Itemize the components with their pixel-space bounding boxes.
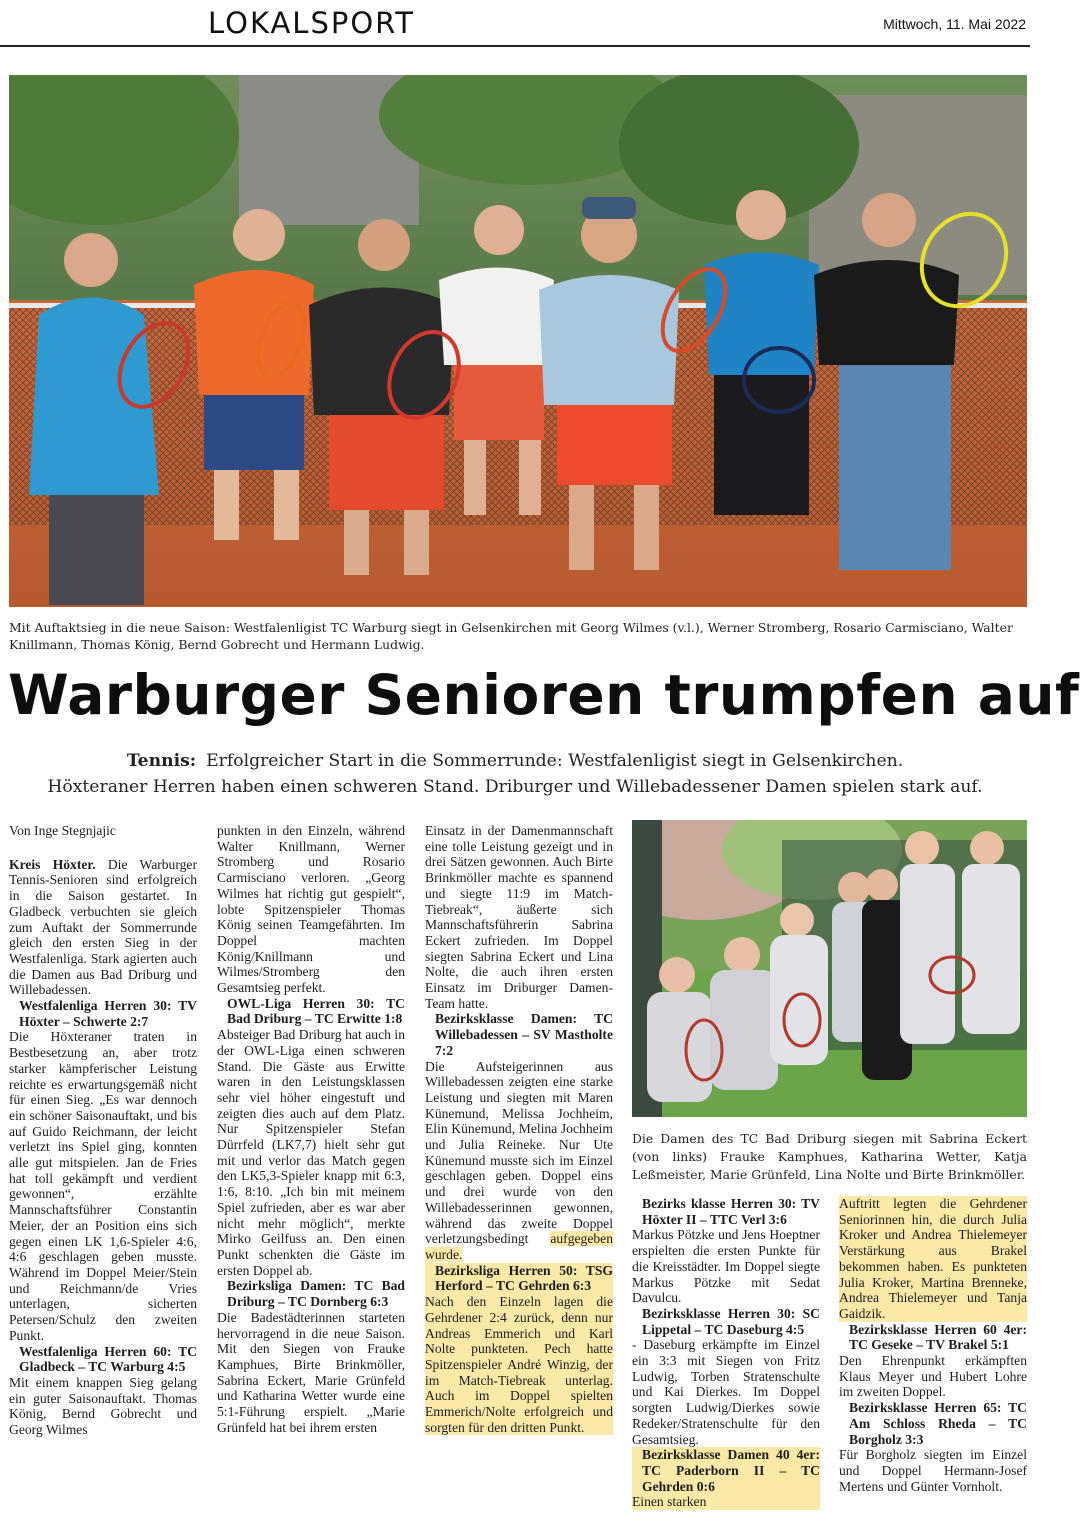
dateline-place: Kreis Höxter. bbox=[9, 856, 96, 872]
column-2 bbox=[217, 823, 405, 1435]
subheadline-line2: Höxteraner Herren haben einen schweren Stand. Driburger und Willebadessener Damen spielen stark auf. bbox=[47, 777, 983, 797]
author-byline: Von Inge Stegnjajic bbox=[9, 823, 116, 838]
column-4 bbox=[632, 1196, 820, 1510]
paragraph: Absteiger Bad Driburg hat auch in der OWL-Liga einen schweren Stand. Die Gäste aus Erwitte waren in den Leistungsklassen sehr viel höher eingestuft und zeigten dies auch auf dem Platz. Nur Spitzenspieler Stefan Dürrfeld (LK7,7) hielt sehr gut mit und verlor das Match gegen den LK5,3-Spieler knapp mit 6:3, 1:6, 8:10. „Ich bin mit meinem Spiel zufrieden, aber es war aber nicht mehr möglich“, merkte Mirko Geilfuss an. Den einen Punkt schenkten die Gäste im ersten Doppel ab. bbox=[217, 1027, 405, 1278]
paragraph-highlighted: Einen starken bbox=[632, 1494, 820, 1510]
paragraph bbox=[425, 1059, 613, 1263]
paragraph bbox=[9, 857, 197, 998]
match-heading: OWL-Liga Herren 30: TC Bad Driburg – TC Erwitte 1:8 bbox=[227, 995, 405, 1027]
paragraph: Einsatz in der Damenmannschaft eine tolle Leistung gezeigt und in drei Sätzen gewonnen. Auch Birte Brinkmöller machte es spannend und siegte 11:9 im Match-Tiebreak“, äußerte sich Mannschaftsführerin Sabrina Eckert zufrieden. Im Doppel siegten Sabrina Eckert und Lina Nolte, die auch ihren ersten Einsatz im Driburger Damen-Team hatte. bbox=[425, 823, 613, 1011]
paragraph: Für Borgholz siegten im Einzel und Doppel Hermann-Josef Mertens und Günter Vornholt. bbox=[839, 1447, 1027, 1494]
match-heading-highlighted: Bezirksliga Herren 50: TSG Herford – TC Gehrden 6:3 bbox=[425, 1263, 613, 1294]
publication-date: Mittwoch, 11. Mai 2022 bbox=[883, 16, 1026, 32]
match-heading: Bezirksliga Damen: TC Bad Driburg – TC Dornberg 6:3 bbox=[227, 1278, 405, 1310]
highlighted-text: aufgegeben wurde. bbox=[425, 1231, 613, 1262]
match-heading: Bezirksklasse Herren 65: TC Am Schloss Rheda – TC Borgholz 3:3 bbox=[849, 1400, 1027, 1447]
masthead bbox=[0, 0, 1030, 47]
paragraph: Mit einem knappen Sieg gelang ein guter Saisonauftakt. Thomas König, Bernd Gobrecht und Georg Wilmes bbox=[9, 1374, 197, 1438]
paragraph-highlighted: Nach den Einzeln lagen die Gehrdener 2:4 zurück, denn nur Andreas Emmerich und Karl Nolte punkteten. Pech hatte Spitzenspieler André Winzig, der im Match-Tiebreak unterlag. Auch im Doppel spielten Emmerich/Nolte erfolgreich und sorgten für den dritten Punkt. bbox=[425, 1294, 613, 1435]
team-photo bbox=[9, 75, 1027, 607]
match-heading: Westfalenliga Herren 30: TV Höxter – Schwerte 2:7 bbox=[19, 998, 197, 1029]
headline: Warburger Senioren trumpfen auf bbox=[8, 663, 1080, 727]
paragraph-text: Die Aufsteigerinnen aus Willebadessen zeigten eine starke Leistung und siegten mit Maren Künemund, Melissa Jochheim, Elin Künemund, Melina Jochheim und Julia Reineke. Nur Ute Künemund musste sich im Einzel geschlagen geben. Doppel eins und drei wurde von den Willebadesserinnen gewonnen, während das zweite Doppel verletzungsbedingt bbox=[425, 1058, 613, 1247]
column-1 bbox=[9, 823, 197, 1438]
column-3 bbox=[425, 823, 613, 1435]
paragraph: Die Höxteraner traten in Bestbesetzung an, aber trotz starker kämpferischer Leistung reichte es erwartungsgemäß nicht für einen Sieg. „Es war dennoch ein schöner Saisonauftakt, und bis auf Guido Reichmann, der leicht verletzt ins Spiel ging, konnten alle gut mitspielen. Jan de Fries hat toll gekämpft und verdient gewonnen“, erzählte Mannschaftsführer Constantin Meier, der an Position eins sich gegen einen LK 1,6-Spieler 4:6, 4:6 geschlagen geben musste. Während im Doppel Meier/Stein und Reichmann/de Vries unterlagen, sicherten Petersen/Schulz den zweiten Punkt. bbox=[9, 1029, 197, 1343]
paragraph: - Daseburg erkämpfte im Einzel ein 3:3 mit Siegen von Fritz Ludwig, Torben Stratenschulte und Kai Dierkes. Im Doppel sorgten Ludwig/Dierkes sowie Redeker/Stratenschulte für den Gesamtsieg. bbox=[632, 1337, 820, 1447]
paragraph-text: Die Warburger Tennis-Senioren sind erfolgreich in die Saison gestartet. In Gladbeck verbuchten sie gleich zum Auftakt der Sommerrunde gleich den ersten Sieg in der Westfalenliga. Stark agierten auch die Damen aus Bad Driburg und Willebadessen. bbox=[9, 856, 197, 998]
paragraph: Markus Pötzke und Jens Hoeptner erspielten die ersten Punkte für die Kreisstädter. Im Doppel siegte Markus Pötzke mit Sedat Davulcu. bbox=[632, 1227, 820, 1306]
match-heading: Bezirksklasse Herren 30: SC Lippetal – TC Daseburg 4:5 bbox=[642, 1305, 820, 1337]
column-5 bbox=[839, 1196, 1027, 1494]
match-heading: Bezirksklasse Damen: TC Willebadessen – SV Mastholte 7:2 bbox=[435, 1011, 613, 1058]
main-photo-caption: Mit Auftaktsieg in die neue Saison: Westfalenligist TC Warburg siegt in Gelsenkirchen mit Georg Wilmes (v.l.), Werner Stromberg, Rosario Carmisciano, Walter Knillmann, Thomas König, Bernd Gobrecht und Hermann Ludwig. bbox=[9, 620, 1013, 652]
paragraph: punkten in den Einzeln, während Walter Knillmann, Werner Stromberg und Rosario Carmisciano verloren. „Georg Wilmes hat richtig gut gespielt“, lobte Spitzenspieler Thomas König seinen Teamgefährten. Im Doppel machten König/Knillmann und Wilmes/Stromberg den Gesamtsieg perfekt. bbox=[217, 823, 405, 996]
match-heading: Westfalenliga Herren 60: TC Gladbeck – TC Warburg 4:5 bbox=[19, 1343, 197, 1375]
subheadline-kicker: Tennis: bbox=[126, 751, 197, 771]
subheadline-line1 bbox=[0, 748, 1030, 774]
section-title: LOKALSPORT bbox=[208, 6, 415, 40]
subheadline-text1: Erfolgreicher Start in die Sommerrunde: Westfalenligist siegt in Gelsenkirchen. bbox=[206, 751, 904, 771]
paragraph: Die Badestädterinnen starteten hervorragend in die neue Saison. Mit den Siegen von Frauke Kamphues, Birte Brinkmöller, Sabrina Eckert, Marie Grünfeld und Katharina Wetter wurde eine 5:1-Führung erspielt. „Marie Grünfeld hat bei ihrem ersten bbox=[217, 1309, 405, 1435]
match-heading: Bezirksklasse Herren 60 4er: TC Geseke – TV Brakel 5:1 bbox=[849, 1321, 1027, 1353]
match-heading: Bezirks klasse Herren 30: TV Höxter II – TTC Verl 3:6 bbox=[642, 1196, 820, 1227]
womens-photo-caption: Die Damen des TC Bad Driburg siegen mit Sabrina Eckert (von links) Frauke Kamphues, Katharina Wetter, Katja Leßmeister, Marie Grünfeld, Lina Nolte und Birte Brinkmöller. bbox=[632, 1131, 1027, 1182]
paragraph-highlighted: Auftritt legten die Gehrdener Seniorinnen hin, die durch Julia Kroker und Andrea Thielemeyer Verstärkung aus Brakel bekommen haben. Es punkteten Julia Kroker, Martina Brenneke, Andrea Thielemeyer und Tanja Gaidzik. bbox=[839, 1196, 1027, 1321]
womens-team-photo bbox=[632, 820, 1027, 1117]
match-heading-highlighted: Bezirksklasse Damen 40 4er: TC Paderborn II – TC Gehrden 0:6 bbox=[632, 1447, 820, 1494]
paragraph: Den Ehrenpunkt erkämpften Klaus Meyer und Hubert Lohre im zweiten Doppel. bbox=[839, 1353, 1027, 1400]
